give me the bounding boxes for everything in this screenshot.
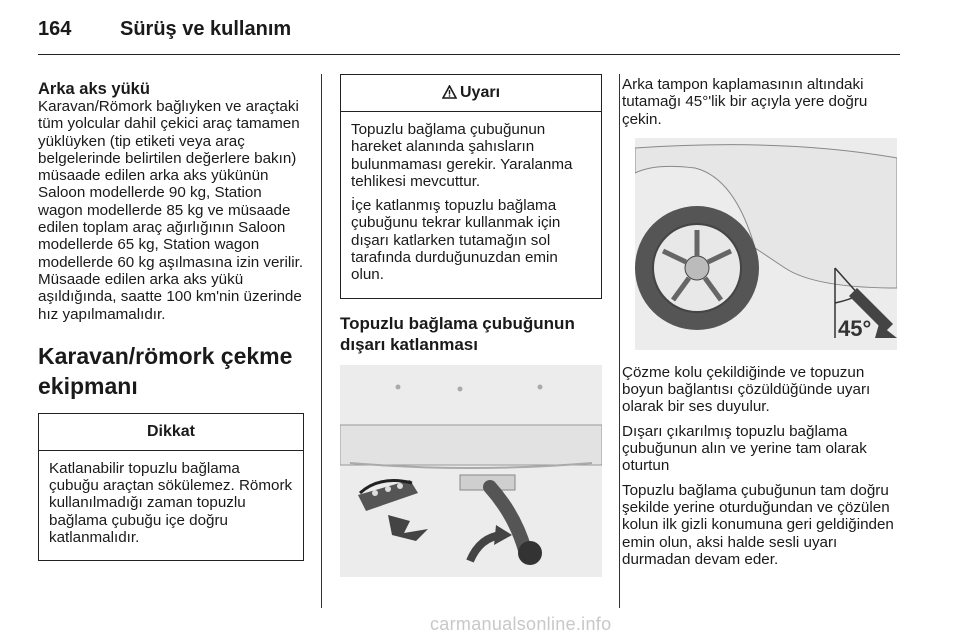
warning-text-2: İçe katlanmış topuzlu bağlama çubuğunu tekrar kullanmak için dışarı katlarken tutamağın sol tarafında durduğunuzdan emin olun. <box>351 197 561 284</box>
column-divider <box>619 74 620 608</box>
warning-title-bar <box>341 75 601 112</box>
section-heading-towing: Karavan/römork çekme ekipmanı <box>38 342 293 399</box>
verify-seated-text: Topuzlu bağlama çubuğunun tam doğru şekilde yerine oturduğundan ve çözülen kolun ilk gizli konumuna geri geldiğinden emin olun, aksi halde sesli uyarı durmadan devam eder. <box>622 481 894 568</box>
notice-box <box>38 413 304 561</box>
bumper-drawing <box>635 138 897 350</box>
tow-bar-drawing <box>340 365 602 577</box>
column-right <box>622 76 906 575</box>
subheading-fold-out: Topuzlu bağlama çubuğunun dışarı katlanması <box>340 313 575 354</box>
column-middle <box>340 74 602 577</box>
warning-title: Uyarı <box>459 84 501 101</box>
notice-text: Katlanabilir topuzlu bağlama çubuğu araçtan sökülemez. Römork kullanılmadığı zaman topuzlu bağlama çubuğu içe doğru katlanmalıdır. <box>49 459 293 547</box>
tow-bar-illustration <box>340 365 602 577</box>
angle-label: 45° <box>838 315 872 341</box>
watermark: carmanualsonline.info <box>430 614 612 634</box>
notice-title: Dikkat <box>39 414 303 451</box>
handle-instruction: Arka tampon kaplamasının altındaki tutamağı 45°'lik bir açıyla yere doğru çekin. <box>622 76 868 128</box>
seat-bar-text: Dışarı çıkarılmış topuzlu bağlama çubuğunun alın ve yerine tam olarak oturtun <box>622 422 867 475</box>
section-heading-rear-axle: Arka aks yükü <box>38 80 150 98</box>
column-left <box>38 80 304 561</box>
page-number: 164 <box>38 18 72 40</box>
column-divider <box>321 74 322 608</box>
release-sound-text: Çözme kolu çekildiğinde ve topuzun boyun bağlantısı çözüldüğünde uyarı olarak bir ses duyulur. <box>622 363 871 416</box>
warning-box <box>340 74 602 299</box>
page-header <box>38 14 900 55</box>
handle-illustration <box>635 138 897 350</box>
page-title: Sürüş ve kullanım <box>120 18 292 40</box>
warning-text-1: Topuzlu bağlama çubuğunun hareket alanında şahısların bulunmaması gerekir. Yaralanma tehlikesi mevcuttur. <box>351 121 573 190</box>
rear-axle-paragraph: Karavan/Römork bağlıyken ve araçtaki tüm yolcular dahil çekici araç tamamen yüklüyken (tip etiketi veya araç belgelerinde belirtilen değerlere bakın) müsaade edilen arka aks yükünün Saloon modellerde 90 kg, Station wagon modellerde 85 kg ve müsaade edilen toplam araç ağırlığının Saloon modellerde 65 kg, Station wagon modellerde 60 kg aşılmasına izin verilir. Müsaade edilen arka aks yükü aşıldığında, saatte 100 km'nin üzerinde hız yapılmamalıdır. <box>38 98 304 323</box>
warning-triangle-icon <box>442 85 457 99</box>
